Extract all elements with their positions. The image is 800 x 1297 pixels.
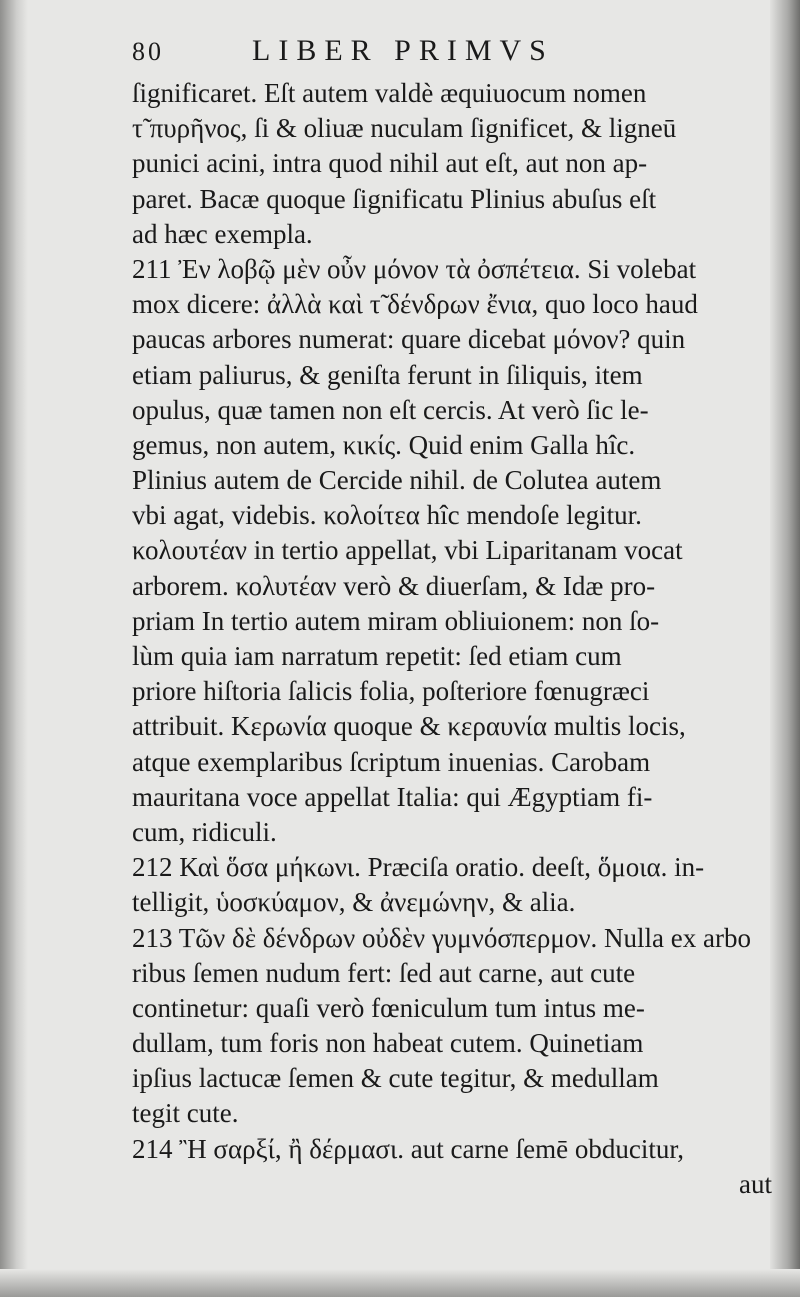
text-line: τ̃ πυρῆνος, ſi & oliuæ nuculam ſignificet, & ligneū [132,113,677,144]
text-line: 213 Τῶν δὲ δένδρων οὐδὲν γυμνόσπερμον. Nulla ex arbo [132,922,751,953]
text-line: continetur: quaſi verò fœniculum tum intus me- [132,992,645,1023]
text-line: priore hiſtoria ſalicis folia, poſteriore fœnugræci [132,676,650,707]
text-line: opulus, quæ tamen non eſt cercis. At verò ſic le- [132,394,649,425]
text-line: 211 Ἐν λοβῷ μὲν οὖν μόνον τὰ ὀσπέτεια. Si volebat [132,253,697,284]
text-line: paucas arbores numerat: quare dicebat μόνον? quin [132,324,686,355]
text-line: punici acini, intra quod nihil aut eſt, aut non ap- [132,148,648,179]
text-line: tegit cute. [132,1098,239,1129]
text-line: ſignificaret. Eſt autem valdè æquiuocum nomen [132,78,647,108]
text-line: ad hæc exempla. [132,218,313,249]
text-line: mox dicere: ἀλλὰ καὶ τ̃ δένδρων ἔνια, quo loco haud [132,289,698,320]
running-title: LIBER PRIMVS [252,34,554,67]
text-line: etiam paliurus, & geniſta ferunt in ſiliquis, item [132,359,643,390]
body-text [132,76,772,1167]
catchword: aut [739,1168,772,1199]
gutter-shadow [0,0,28,1297]
text-line: ribus ſemen nudum fert: ſed aut carne, aut cute [132,957,636,988]
running-head [132,34,772,76]
text-line: κολουτέαν in tertio appellat, vbi Liparitanam vocat [132,535,683,566]
page-number: 80 [132,37,164,66]
text-line: attribuit. Κερωνία quoque & κεραυνία multis locis, [132,711,686,742]
text-line: lùm quia iam narratum repetit: ſed etiam cum [132,641,622,671]
text-line: ipſius lactucæ ſemen & cute tegitur, & medullam [132,1063,659,1094]
text-line: vbi agat, videbis. κολοίτεα hîc mendoſe legitur. [132,500,642,531]
text-line: 214 Ἢ σαρξί, ἢ δέρμασι. aut carne ſemē obducitur, [132,1133,685,1164]
text-block [132,34,772,1202]
text-line: atque exemplaribus ſcriptum inuenias. Carobam [132,746,651,777]
bottom-edge-shadow [0,1269,800,1297]
text-line: priam In tertio autem miram obliuionem: non ſo- [132,605,660,636]
text-line: arborem. κολυτέαν verò & diuerſam, & Idæ pro- [132,570,656,601]
text-line: Plinius autem de Cercide nihil. de Colutea autem [132,465,662,496]
text-line: mauritana voce appellat Italia: qui Ægyptiam fi- [132,781,653,812]
text-line: cum, ridiculi. [132,816,277,847]
text-line: paret. Bacæ quoque ſignificatu Plinius abuſus eſt [132,183,657,214]
text-line: dullam, tum foris non habeat cutem. Quinetiam [132,1028,644,1059]
text-line: gemus, non autem, κικίς. Quid enim Galla hîc. [132,429,636,460]
text-line: 212 Καὶ ὅσα μήκωνι. Præciſa oratio. deeſt, ὅμοια. in- [132,852,705,883]
page-edge-shadow [770,0,800,1297]
text-line: telligit, ὑοσκύαμον, & ἀνεμώνην, & alia. [132,887,576,918]
